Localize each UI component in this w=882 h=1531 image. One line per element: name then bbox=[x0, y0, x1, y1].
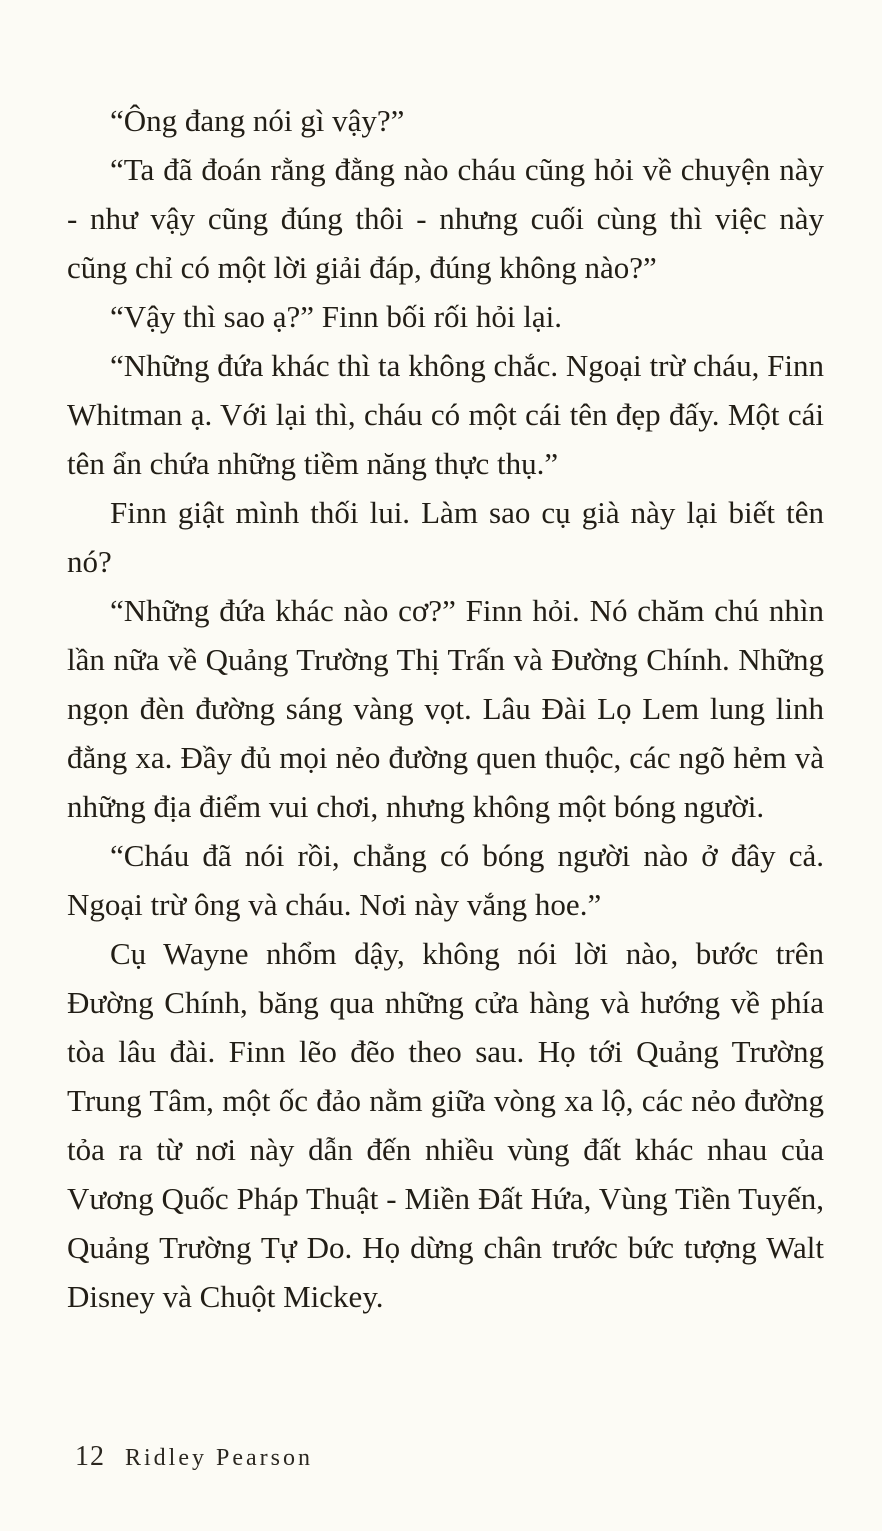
paragraph-3: “Vậy thì sao ạ?” Finn bối rối hỏi lại. bbox=[110, 299, 562, 334]
running-footer-author: Ridley Pearson bbox=[125, 1445, 313, 1471]
paragraph-5: Finn giật mình thối lui. Làm sao cụ già này lại biết tên nó? bbox=[67, 495, 824, 579]
paragraph-1: “Ông đang nói gì vậy?” bbox=[110, 103, 405, 138]
paragraph-6: “Những đứa khác nào cơ?” Finn hỏi. Nó chăm chú nhìn lần nữa về Quảng Trường Thị Trấn và Đường Chính. Những ngọn đèn đường sáng vàng vọt. Lâu Đài Lọ Lem lung linh đằng xa. Đầy đủ mọi nẻo đường quen thuộc, các ngõ hẻm và những địa điểm vui chơi, nhưng không một bóng người. bbox=[67, 593, 824, 824]
page-footer bbox=[75, 1441, 313, 1473]
page-number: 12 bbox=[75, 1441, 105, 1472]
paragraph-7: “Cháu đã nói rồi, chẳng có bóng người nào ở đây cả. Ngoại trừ ông và cháu. Nơi này vắng hoe.” bbox=[67, 838, 824, 922]
page-body-text bbox=[67, 96, 824, 1321]
paragraph-2: “Ta đã đoán rằng đằng nào cháu cũng hỏi về chuyện này - như vậy cũng đúng thôi - nhưng cuối cùng thì việc này cũng chỉ có một lời giải đáp, đúng không nào?” bbox=[67, 152, 824, 285]
paragraph-4: “Những đứa khác thì ta không chắc. Ngoại trừ cháu, Finn Whitman ạ. Với lại thì, cháu có một cái tên đẹp đấy. Một cái tên ẩn chứa những tiềm năng thực thụ.” bbox=[67, 348, 824, 481]
paragraph-8: Cụ Wayne nhổm dậy, không nói lời nào, bước trên Đường Chính, băng qua những cửa hàng và hướng về phía tòa lâu đài. Finn lẽo đẽo theo sau. Họ tới Quảng Trường Trung Tâm, một ốc đảo nằm giữa vòng xa lộ, các nẻo đường tỏa ra từ nơi này dẫn đến nhiều vùng đất khác nhau của Vương Quốc Pháp Thuật - Miền Đất Hứa, Vùng Tiền Tuyến, Quảng Trường Tự Do. Họ dừng chân trước bức tượng Walt Disney và Chuột Mickey. bbox=[67, 936, 824, 1314]
